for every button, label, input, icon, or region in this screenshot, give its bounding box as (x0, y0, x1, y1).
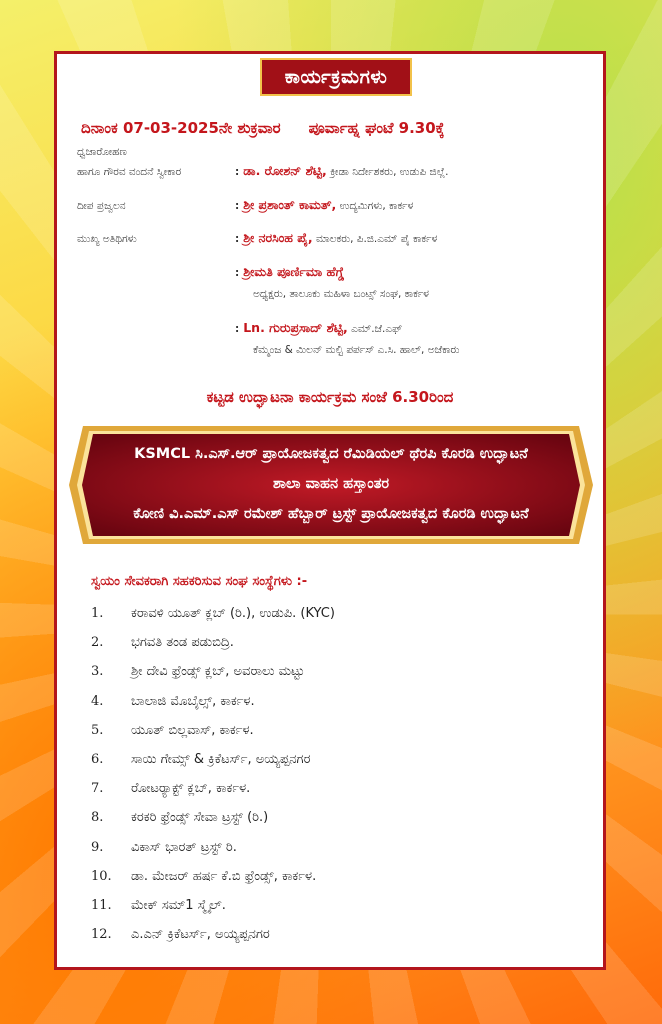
volunteers-list (91, 606, 335, 956)
list-item: 11. ಮೇಕ್ ಸಮ್1 ಸ್ಮೈಲ್. (91, 897, 226, 913)
title-banner (260, 58, 412, 96)
list-item: 1. ಕರಾವಳಿ ಯೂತ್ ಕ್ಲಬ್ (ರಿ.), ಉಡುಪಿ. (KYC) (91, 606, 335, 621)
guest3-name: Ln. ಗುರುಪ್ರಸಾದ್ ಶೆಟ್ಟಿ, (243, 320, 348, 335)
list-item: 3. ಶ್ರೀ ದೇವಿ ಫ್ರೆಂಡ್ಸ್ ಕ್ಲಬ್, ಅವರಾಲು ಮಟ್ಟು (91, 664, 305, 680)
guest3-value: : Ln. ಗುರುಪ್ರಸಾದ್ ಶೆಟ್ಟಿ, ಎಮ್.ಜೆ.ಎಫ್ (235, 320, 403, 335)
page-title: ಕಾರ್ಯಕ್ರಮಗಳು (284, 66, 388, 88)
event-time: ಪೂರ್ವಾಹ್ನ ಘಂಟೆ 9.30ಕ್ಕೆ (308, 119, 445, 137)
guard-label: ಹಾಗೂ ಗೌರವ ವಂದನೆ ಸ್ವೀಕಾರ (77, 166, 182, 178)
lamp-value: : ಶ್ರೀ ಪ್ರಶಾಂತ್ ಕಾಮತ್, ಉದ್ಯಮಿಗಳು, ಕಾರ್ಕಳ (235, 197, 414, 212)
flag-hoisting-label: ಧ್ವಜಾರೋಹಣ (77, 146, 127, 158)
guest3-desc2: ಕೆಮ್ಮಂಜ & ಮಿಲನ್ ಮಲ್ಟಿ ಪರ್ಪಸ್ ಎ.ಸಿ. ಹಾಲ್, ಅಜೆಕಾರು (253, 344, 460, 356)
guest2-desc: ಅಧ್ಯಕ್ಷರು, ತಾಲೂಕು ಮಹಿಳಾ ಬಂಟ್ಸ್ ಸಂಘ, ಕಾರ್ಕಳ (253, 288, 429, 300)
list-item: 8. ಕರಕರಿ ಫ್ರೆಂಡ್ಸ್ ಸೇವಾ ಟ್ರಸ್ಟ್ (ರಿ.) (91, 810, 269, 826)
list-item: 6. ಸಾಯಿ ಗೇಮ್ಸ್ & ಕ್ರಿಕೆಟರ್ಸ್, ಅಯ್ಯಪ್ಪನಗರ (91, 751, 311, 767)
guest3-desc1: ಎಮ್.ಜೆ.ಎಫ್ (351, 323, 403, 335)
invitation-card (54, 51, 606, 970)
banner-line-2: ಶಾಲಾ ವಾಹನ ಹಸ್ತಾಂತರ (272, 476, 390, 492)
list-item: 9. ವಿಕಾಸ್ ಭಾರತ್ ಟ್ರಸ್ಟ್ ರಿ. (91, 839, 237, 855)
list-item: 4. ಬಾಲಾಜಿ ಮೊಬೈಲ್ಸ್, ಕಾರ್ಕಳ. (91, 693, 255, 709)
list-item: 2. ಭಗವತಿ ತಂಡ ಪಡುಬಿದ್ರಿ. (91, 635, 234, 651)
volunteers-title: ಸ್ವಯಂ ಸೇವಕರಾಗಿ ಸಹಕರಿಸುವ ಸಂಘ ಸಂಸ್ಥೆಗಳು :- (91, 574, 308, 589)
guest2-value: : ಶ್ರೀಮತಿ ಪೂರ್ಣಿಮಾ ಹೆಗ್ಡೆ (235, 264, 345, 279)
list-item: 10. ಡಾ. ಮೇಜರ್ ಹರ್ಷ ಕೆ.ಬಿ ಫ್ರೆಂಡ್ಸ್, ಕಾರ್ಕಳ. (91, 868, 317, 884)
guest2-name: ಶ್ರೀಮತಿ ಪೂರ್ಣಿಮಾ ಹೆಗ್ಡೆ (243, 264, 345, 279)
list-item: 7. ರೋಟರ‍್ಯಾಕ್ಟ್ ಕ್ಲಬ್, ಕಾರ್ಕಳ. (91, 781, 251, 797)
highlight-banner (69, 420, 593, 550)
guest1-name: ಶ್ರೀ ನರಸಿಂಹ ಪೈ, (243, 230, 313, 245)
list-item: 12. ಎ.ಎನ್ ಕ್ರಿಕೆಟರ್ಸ್, ಅಯ್ಯಪ್ಪನಗರ (91, 927, 270, 943)
building-inauguration-line: ಕಟ್ಟಡ ಉದ್ಘಾಟನಾ ಕಾರ್ಯಕ್ರಮ ಸಂಜೆ 6.30ರಿಂದ (206, 388, 454, 406)
guard-name: ಡಾ. ರೋಶನ್ ಶೆಟ್ಟಿ, (243, 163, 327, 178)
guest1-desc: ಮಾಲಕರು, ಪಿ.ಜಿ.ಎಮ್ ಪೈ ಕಾರ್ಕಳ (316, 233, 438, 245)
date-line (81, 119, 444, 137)
list-item: 5. ಯೂತ್ ಬಿಲ್ಲವಾಸ್, ಕಾರ್ಕಳ. (91, 722, 254, 738)
lamp-name: ಶ್ರೀ ಪ್ರಶಾಂತ್ ಕಾಮತ್, (243, 197, 337, 212)
banner-line-1: KSMCL ಸಿ.ಎಸ್.ಆರ್ ಪ್ರಾಯೋಜಕತ್ವದ ರೆಮಿಡಿಯಲ್ ಥೆರಪಿ ಕೊರಡಿ ಉದ್ಘಾಟನೆ (134, 446, 528, 462)
lamp-desc: ಉದ್ಯಮಿಗಳು, ಕಾರ್ಕಳ (339, 200, 414, 212)
banner-line-3: ಕೋಣಿ ವಿ.ಎಮ್.ಎಸ್ ರಮೇಶ್ ಹೆಬ್ಬಾರ್ ಟ್ರಸ್ಟ್ ಪ್ರಾಯೋಜಕತ್ವದ ಕೊರಡಿ ಉದ್ಘಾಟನೆ (133, 506, 529, 522)
event-date: ದಿನಾಂಕ 07-03-2025ನೇ ಶುಕ್ರವಾರ (81, 119, 281, 137)
guest1-value: : ಶ್ರೀ ನರಸಿಂಹ ಪೈ, ಮಾಲಕರು, ಪಿ.ಜಿ.ಎಮ್ ಪೈ ಕಾರ್ಕಳ (235, 230, 438, 245)
guard-value: : ಡಾ. ರೋಶನ್ ಶೆಟ್ಟಿ, ಕ್ರೀಡಾ ನಿರ್ದೇಶಕರು, ಉಡುಪಿ ಜಿಲ್ಲೆ. (235, 163, 449, 178)
guard-desc: ಕ್ರೀಡಾ ನಿರ್ದೇಶಕರು, ಉಡುಪಿ ಜಿಲ್ಲೆ. (330, 166, 449, 178)
lamp-label: ದೀಪ ಪ್ರಜ್ವಲನ (77, 200, 126, 212)
guests-label: ಮುಖ್ಯ ಅತಿಥಿಗಳು (77, 233, 137, 245)
